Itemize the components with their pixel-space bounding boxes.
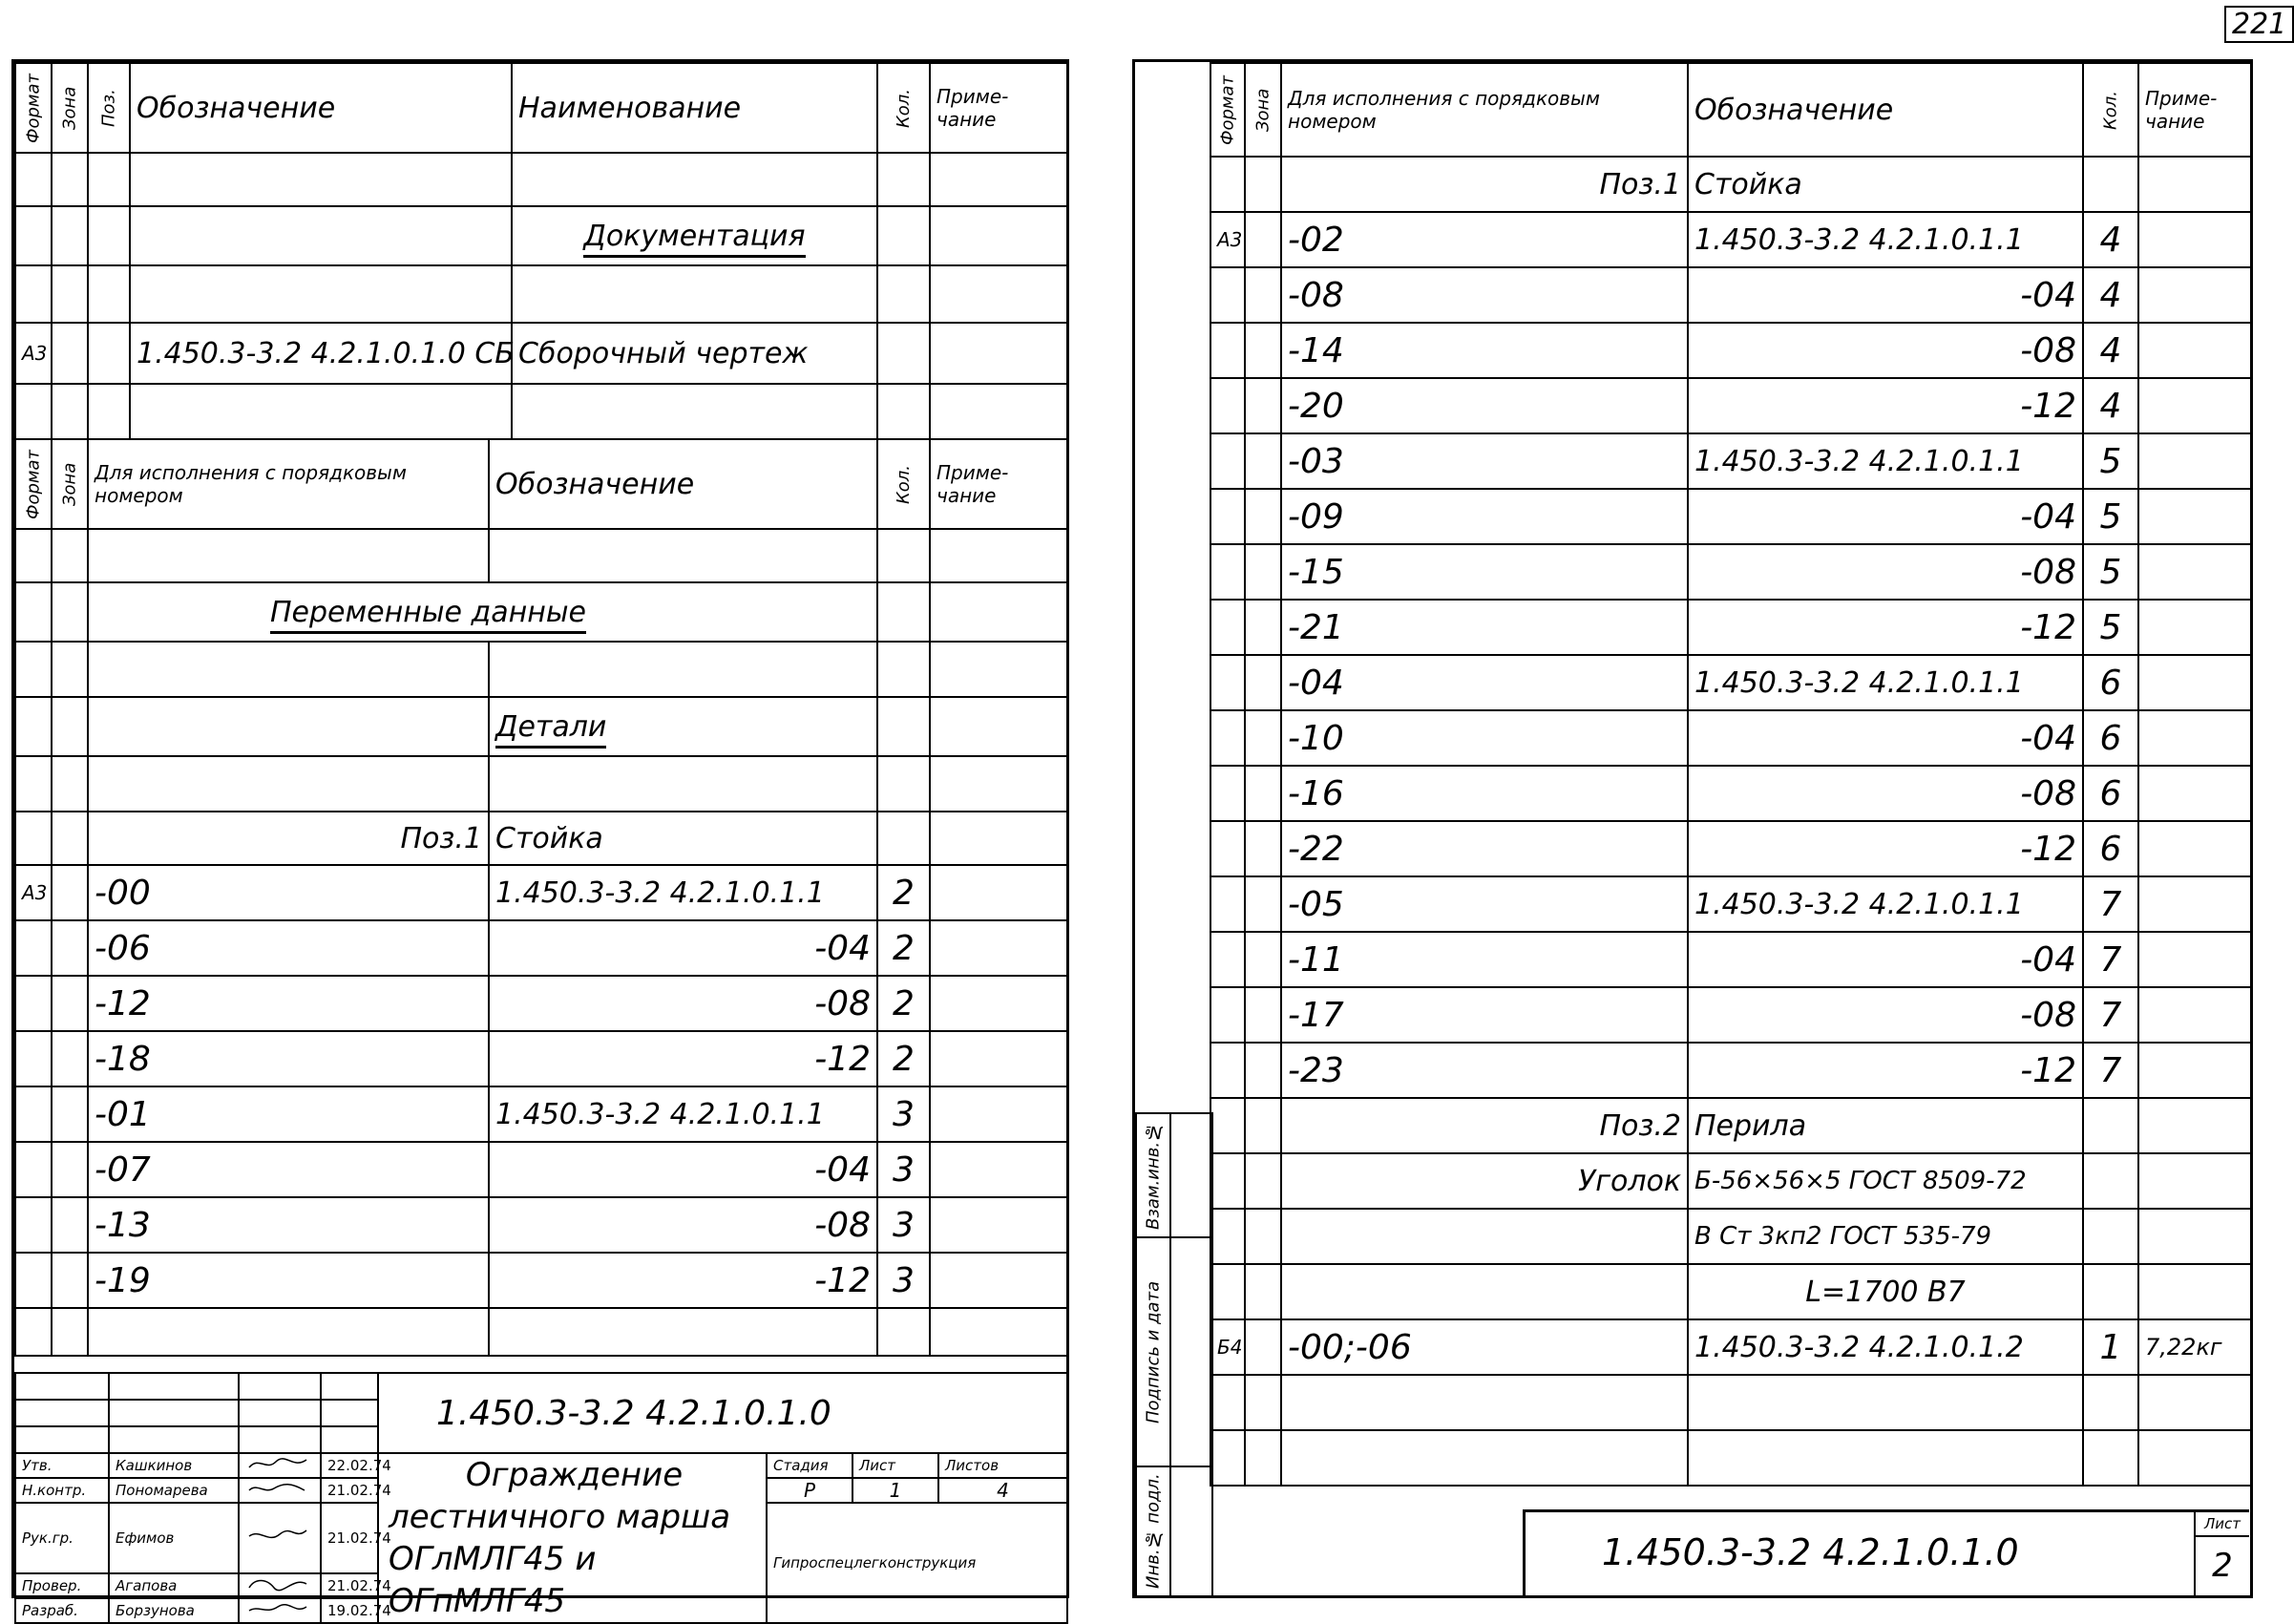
table-row bbox=[1210, 655, 2251, 710]
sheets-label: Листов bbox=[938, 1453, 1067, 1478]
footer-sheet-value: 2 bbox=[2212, 1547, 2233, 1585]
variable-data-table bbox=[14, 438, 1068, 1357]
table-row bbox=[15, 1142, 1067, 1197]
table-row bbox=[1210, 489, 2251, 544]
table-row bbox=[15, 1197, 1067, 1253]
table-row bbox=[1210, 433, 2251, 489]
row-note bbox=[2138, 1043, 2251, 1098]
right-variable-table bbox=[1210, 62, 2252, 213]
row-format bbox=[1210, 710, 1245, 766]
row-note bbox=[2138, 544, 2251, 600]
sheets-value: 4 bbox=[938, 1478, 1067, 1503]
row-zone bbox=[1245, 600, 1281, 655]
row-zone bbox=[1245, 932, 1281, 987]
table-row bbox=[1210, 710, 2251, 766]
row-zone bbox=[1245, 821, 1281, 876]
col-pos: Поз. bbox=[88, 63, 130, 153]
signer-name: Ефимов bbox=[109, 1503, 239, 1573]
table-row bbox=[15, 865, 1067, 920]
row-qty: 6 bbox=[2083, 766, 2138, 821]
row-designation: 1.450.3-3.2 4.2.1.0.1.1 bbox=[489, 1086, 877, 1142]
row-exec: -07 bbox=[88, 1142, 489, 1197]
row-note bbox=[2138, 766, 2251, 821]
col-format: Формат bbox=[1210, 63, 1245, 157]
signer-date: 21.02.74 bbox=[321, 1573, 378, 1598]
stage-label: Стадия bbox=[767, 1453, 852, 1478]
row-zone bbox=[1245, 876, 1281, 932]
row-qty: 6 bbox=[2083, 821, 2138, 876]
row-qty: 4 bbox=[2083, 378, 2138, 433]
section-variable-data: Переменные данные bbox=[88, 582, 877, 642]
signer-name: Агапова bbox=[109, 1573, 239, 1598]
col-format: Формат bbox=[15, 439, 52, 529]
row-exec: -17 bbox=[1281, 987, 1688, 1043]
row-format bbox=[1210, 433, 1245, 489]
table-row bbox=[1210, 212, 2251, 267]
row-note bbox=[2138, 433, 2251, 489]
signer-role: Рук.гр. bbox=[15, 1503, 109, 1573]
row-exec: -01 bbox=[88, 1086, 489, 1142]
stamp-replace-inv: Взам.инв.№ bbox=[1136, 1113, 1170, 1237]
col-for-execution: Для исполнения с порядковым номером bbox=[1281, 63, 1688, 157]
row-qty: 4 bbox=[2083, 267, 2138, 323]
row-qty: 5 bbox=[2083, 600, 2138, 655]
title-text bbox=[378, 1453, 767, 1623]
row-format bbox=[1210, 378, 1245, 433]
angle-spec-1: Б-56×56×5 ГОСТ 8509-72 bbox=[1688, 1153, 2083, 1209]
section-documentation: Документация bbox=[512, 206, 877, 265]
signature bbox=[239, 1503, 321, 1573]
row-format bbox=[1210, 600, 1245, 655]
row-qty: 3 bbox=[877, 1197, 930, 1253]
table-row bbox=[15, 1086, 1067, 1142]
table-row bbox=[15, 1031, 1067, 1086]
row-zone bbox=[1245, 489, 1281, 544]
signature bbox=[239, 1478, 321, 1503]
signature bbox=[239, 1573, 321, 1598]
side-stamp bbox=[1135, 1112, 1213, 1597]
row-designation: -08 bbox=[1688, 987, 2083, 1043]
row-exec: -20 bbox=[1281, 378, 1688, 433]
table-row bbox=[1210, 600, 2251, 655]
right-lower-table bbox=[1210, 1097, 2252, 1487]
col-qty: Кол. bbox=[877, 63, 930, 153]
col-zone: Зона bbox=[52, 439, 88, 529]
row-designation: 1.450.3-3.2 4.2.1.0.1.1 bbox=[1688, 433, 2083, 489]
row-qty: 2 bbox=[877, 865, 930, 920]
row-note bbox=[2138, 655, 2251, 710]
row-format bbox=[1210, 987, 1245, 1043]
col-zone: Зона bbox=[1245, 63, 1281, 157]
row-qty: 1 bbox=[2083, 1319, 2138, 1375]
row-name: Сборочный чертеж bbox=[512, 323, 877, 384]
row-exec: -13 bbox=[88, 1197, 489, 1253]
row-format bbox=[1210, 821, 1245, 876]
row-designation: -04 bbox=[1688, 932, 2083, 987]
stage-value: Р bbox=[767, 1478, 852, 1503]
col-zone: Зона bbox=[52, 63, 88, 153]
table-row bbox=[1210, 544, 2251, 600]
signer-name: Кашкинов bbox=[109, 1453, 239, 1478]
row-qty: 2 bbox=[877, 920, 930, 976]
row-exec: -09 bbox=[1281, 489, 1688, 544]
title-block bbox=[14, 1372, 1068, 1624]
table-row bbox=[1210, 876, 2251, 932]
row-exec: -21 bbox=[1281, 600, 1688, 655]
table-row bbox=[15, 920, 1067, 976]
row-designation: -12 bbox=[1688, 378, 2083, 433]
row-zone bbox=[1245, 544, 1281, 600]
row-zone bbox=[1245, 378, 1281, 433]
row-format bbox=[1210, 267, 1245, 323]
row-designation: 1.450.3-3.2 4.2.1.0.1.0 СБ bbox=[130, 323, 512, 384]
footer-code: 1.450.3-3.2 4.2.1.0.1.0 bbox=[1602, 1531, 2019, 1573]
title-line-3: ОГлМЛГ45 и ОГпМЛГ45 bbox=[389, 1540, 597, 1620]
row-format: A3 bbox=[1210, 212, 1245, 267]
row-exec: -19 bbox=[88, 1253, 489, 1308]
signer-row bbox=[15, 1453, 1067, 1478]
row-qty: 7 bbox=[2083, 987, 2138, 1043]
row-exec: -11 bbox=[1281, 932, 1688, 987]
signer-role: Разраб. bbox=[15, 1598, 109, 1623]
signature bbox=[239, 1598, 321, 1623]
row-exec: -23 bbox=[1281, 1043, 1688, 1098]
table-row bbox=[1210, 1043, 2251, 1098]
row-qty: 6 bbox=[2083, 655, 2138, 710]
col-designation: Обозначение bbox=[130, 63, 512, 153]
row-exec: -05 bbox=[1281, 876, 1688, 932]
row-designation: -04 bbox=[489, 920, 877, 976]
row-format bbox=[1210, 1043, 1245, 1098]
row-zone bbox=[1245, 766, 1281, 821]
row-qty: 4 bbox=[2083, 323, 2138, 378]
row-qty: 7 bbox=[2083, 876, 2138, 932]
pos-label: Поз.1 bbox=[1281, 157, 1688, 212]
col-name: Наименование bbox=[512, 63, 877, 153]
row-note bbox=[2138, 987, 2251, 1043]
row-note bbox=[2138, 212, 2251, 267]
row-exec: -00;-06 bbox=[1281, 1319, 1688, 1375]
row-note bbox=[2138, 876, 2251, 932]
row-designation: 1.450.3-3.2 4.2.1.0.1.2 bbox=[1688, 1319, 2083, 1375]
signer-name: Борзунова bbox=[109, 1598, 239, 1623]
row-qty: 3 bbox=[877, 1142, 930, 1197]
right-rows-table bbox=[1210, 211, 2252, 1099]
row-qty: 5 bbox=[2083, 433, 2138, 489]
col-for-execution: Для исполнения с порядковым номером bbox=[88, 439, 489, 529]
row-exec: -00 bbox=[88, 865, 489, 920]
table-row bbox=[15, 976, 1067, 1031]
page-number: 221 bbox=[2224, 6, 2294, 43]
row-zone bbox=[1245, 433, 1281, 489]
stamp-sign-date: Подпись и дата bbox=[1136, 1237, 1170, 1466]
table-row bbox=[1210, 1319, 2251, 1375]
row-qty: 6 bbox=[2083, 710, 2138, 766]
spec-table bbox=[14, 62, 1068, 440]
row-format: A3 bbox=[15, 865, 52, 920]
pos-name: Стойка bbox=[1688, 157, 2083, 212]
col-note: Приме-чание bbox=[930, 439, 1067, 529]
table-row bbox=[1210, 987, 2251, 1043]
sheet-value: 1 bbox=[852, 1478, 938, 1503]
col-qty: Кол. bbox=[2083, 63, 2138, 157]
row-qty: 2 bbox=[877, 1031, 930, 1086]
row-exec: -15 bbox=[1281, 544, 1688, 600]
table-row bbox=[15, 1253, 1067, 1308]
row-exec: -04 bbox=[1281, 655, 1688, 710]
left-sheet bbox=[11, 59, 1069, 1620]
row-designation: -08 bbox=[1688, 323, 2083, 378]
row-designation: 1.450.3-3.2 4.2.1.0.1.1 bbox=[1688, 876, 2083, 932]
stamp-inv-orig: Инв.№ подл. bbox=[1136, 1466, 1170, 1596]
row-exec: -02 bbox=[1281, 212, 1688, 267]
row-qty: 7 bbox=[2083, 932, 2138, 987]
row-format bbox=[1210, 766, 1245, 821]
row-qty: 3 bbox=[877, 1253, 930, 1308]
row-exec: -08 bbox=[1281, 267, 1688, 323]
pos-name: Стойка bbox=[489, 812, 877, 865]
col-note: Приме-чание bbox=[2138, 63, 2251, 157]
row-designation: -04 bbox=[489, 1142, 877, 1197]
row-designation: -08 bbox=[489, 1197, 877, 1253]
signer-role: Провер. bbox=[15, 1573, 109, 1598]
row-note bbox=[2138, 323, 2251, 378]
section-details: Детали bbox=[489, 697, 877, 756]
row-qty: 7 bbox=[2083, 1043, 2138, 1098]
signer-role: Н.контр. bbox=[15, 1478, 109, 1503]
signer-date: 21.02.74 bbox=[321, 1478, 378, 1503]
footer-sheet-label: Лист bbox=[2196, 1512, 2249, 1537]
row-note bbox=[2138, 489, 2251, 544]
col-note: Приме-чание bbox=[930, 63, 1067, 153]
row-exec: -12 bbox=[88, 976, 489, 1031]
row-zone bbox=[1245, 710, 1281, 766]
table-row bbox=[1210, 378, 2251, 433]
col-designation: Обозначение bbox=[489, 439, 877, 529]
angle-spec-3: L=1700 В7 bbox=[1688, 1264, 2083, 1319]
row-designation: -12 bbox=[1688, 821, 2083, 876]
row-designation: -04 bbox=[1688, 710, 2083, 766]
row-zone bbox=[1245, 212, 1281, 267]
organization: Гипроспецлегконструкция bbox=[767, 1503, 1067, 1623]
row-qty: 2 bbox=[877, 976, 930, 1031]
row-format: A3 bbox=[15, 323, 52, 384]
row-note bbox=[2138, 932, 2251, 987]
row-exec: -16 bbox=[1281, 766, 1688, 821]
title-line-2: лестничного марша bbox=[389, 1498, 731, 1536]
signature bbox=[239, 1453, 321, 1478]
row-note bbox=[2138, 710, 2251, 766]
row-designation: 1.450.3-3.2 4.2.1.0.1.1 bbox=[1688, 655, 2083, 710]
table-row bbox=[1210, 932, 2251, 987]
angle-label: Уголок bbox=[1281, 1153, 1688, 1209]
row-format bbox=[1210, 932, 1245, 987]
row-qty: 4 bbox=[2083, 212, 2138, 267]
row-designation: -12 bbox=[1688, 600, 2083, 655]
doc-code: 1.450.3-3.2 4.2.1.0.1.0 bbox=[378, 1373, 1067, 1453]
row-designation: -12 bbox=[489, 1031, 877, 1086]
table-row bbox=[1210, 821, 2251, 876]
pos2-name: Перила bbox=[1688, 1098, 2083, 1153]
row-format: Б4 bbox=[1210, 1319, 1245, 1375]
pos2-label: Поз.2 bbox=[1281, 1098, 1688, 1153]
signer-date: 21.02.74 bbox=[321, 1503, 378, 1573]
row-zone bbox=[1245, 1043, 1281, 1098]
row-note bbox=[2138, 821, 2251, 876]
row-exec: -14 bbox=[1281, 323, 1688, 378]
table-row bbox=[1210, 766, 2251, 821]
row-designation: -12 bbox=[1688, 1043, 2083, 1098]
table-row bbox=[1210, 323, 2251, 378]
row-exec: -03 bbox=[1281, 433, 1688, 489]
row-format bbox=[1210, 489, 1245, 544]
col-qty: Кол. bbox=[877, 439, 930, 529]
row-designation: 1.450.3-3.2 4.2.1.0.1.1 bbox=[489, 865, 877, 920]
row-designation: -12 bbox=[489, 1253, 877, 1308]
row-designation: -04 bbox=[1688, 489, 2083, 544]
row-format bbox=[1210, 544, 1245, 600]
row-zone bbox=[1245, 655, 1281, 710]
sheet-label: Лист bbox=[852, 1453, 938, 1478]
angle-spec-2: В Ст 3кп2 ГОСТ 535-79 bbox=[1688, 1209, 2083, 1264]
row-format bbox=[1210, 876, 1245, 932]
row-qty: 3 bbox=[877, 1086, 930, 1142]
signer-date: 19.02.74 bbox=[321, 1598, 378, 1623]
row-exec: -18 bbox=[88, 1031, 489, 1086]
col-designation: Обозначение bbox=[1688, 63, 2083, 157]
row-designation: -04 bbox=[1688, 267, 2083, 323]
row-note bbox=[2138, 600, 2251, 655]
row-exec: -10 bbox=[1281, 710, 1688, 766]
row-zone bbox=[1245, 323, 1281, 378]
row-designation: -08 bbox=[1688, 544, 2083, 600]
signer-name: Пономарева bbox=[109, 1478, 239, 1503]
row-zone bbox=[1245, 987, 1281, 1043]
row-format bbox=[1210, 655, 1245, 710]
row-designation: -08 bbox=[489, 976, 877, 1031]
signer-role: Утв. bbox=[15, 1453, 109, 1478]
footer-stamp bbox=[1523, 1509, 2249, 1598]
row-exec: -06 bbox=[88, 920, 489, 976]
right-sheet bbox=[1132, 59, 2253, 1598]
row-format bbox=[1210, 323, 1245, 378]
row-zone bbox=[1245, 267, 1281, 323]
row-designation: -08 bbox=[1688, 766, 2083, 821]
row-note bbox=[2138, 378, 2251, 433]
row-exec: -22 bbox=[1281, 821, 1688, 876]
row-qty: 5 bbox=[2083, 489, 2138, 544]
pos-label: Поз.1 bbox=[88, 812, 489, 865]
row-note bbox=[2138, 267, 2251, 323]
title-line-1: Ограждение bbox=[465, 1456, 684, 1494]
row-qty: 5 bbox=[2083, 544, 2138, 600]
row-designation: 1.450.3-3.2 4.2.1.0.1.1 bbox=[1688, 212, 2083, 267]
col-format: Формат bbox=[15, 63, 52, 153]
row-note: 7,22кг bbox=[2138, 1319, 2251, 1375]
signer-date: 22.02.74 bbox=[321, 1453, 378, 1478]
table-row bbox=[1210, 267, 2251, 323]
